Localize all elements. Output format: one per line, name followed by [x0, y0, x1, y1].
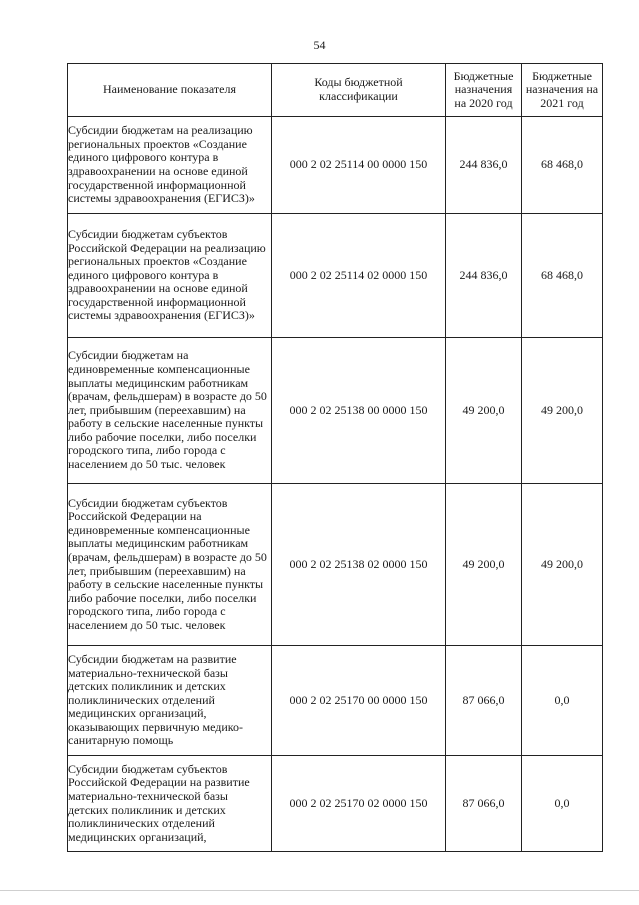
- indicator-name: Субсидии бюджетам на единовременные компенсационные выплаты медицинским работникам (врачам, фельдшерам) в возрасте до 50 лет, прибывшим (переехавшим) на работу в сельские населенные пункты либо рабочие поселки, либо поселки городского типа, либо города с населением до 50 тыс. человек: [68, 338, 272, 484]
- budget-code: 000 2 02 25114 02 0000 150: [272, 214, 446, 338]
- amount-2020: 87 066,0: [446, 646, 522, 756]
- amount-2020: 244 836,0: [446, 214, 522, 338]
- table-row: [68, 646, 603, 756]
- amount-2021: 49 200,0: [522, 484, 603, 646]
- budget-code: 000 2 02 25138 02 0000 150: [272, 484, 446, 646]
- header-name: Наименование показателя: [68, 64, 272, 117]
- amount-2020: 244 836,0: [446, 117, 522, 214]
- header-2021: Бюджетные назначения на 2021 год: [522, 64, 603, 117]
- page-bottom-edge: [0, 890, 639, 891]
- indicator-name: Субсидии бюджетам субъектов Российской Федерации на единовременные компенсационные выплаты медицинским работникам (врачам, фельдшерам) в возрасте до 50 лет, прибывшим (переехавшим) на работу в сельские населенные пункты либо рабочие поселки, либо поселки городского типа, либо города с населением до 50 тыс. человек: [68, 484, 272, 646]
- amount-2020: 87 066,0: [446, 756, 522, 852]
- indicator-name: Субсидии бюджетам субъектов Российской Федерации на реализацию региональных проектов «Создание единого цифрового контура в здравоохранении на основе единой государственной информационной системы здравоохранения (ЕГИСЗ)»: [68, 214, 272, 338]
- indicator-name: Субсидии бюджетам субъектов Российской Федерации на развитие материально-технической базы детских поликлиник и детских поликлинических отделений медицинских организаций,: [68, 756, 272, 852]
- header-code: Коды бюджетной классификации: [272, 64, 446, 117]
- amount-2021: 0,0: [522, 646, 603, 756]
- page-number: 54: [313, 38, 326, 52]
- table-row: [68, 756, 603, 852]
- table-row: [68, 484, 603, 646]
- table-row: [68, 117, 603, 214]
- header-2020: Бюджетные назначения на 2020 год: [446, 64, 522, 117]
- budget-table: [67, 63, 603, 852]
- amount-2021: 68 468,0: [522, 117, 603, 214]
- table-header-row: [68, 64, 603, 117]
- amount-2020: 49 200,0: [446, 484, 522, 646]
- amount-2021: 49 200,0: [522, 338, 603, 484]
- budget-code: 000 2 02 25138 00 0000 150: [272, 338, 446, 484]
- budget-code: 000 2 02 25170 00 0000 150: [272, 646, 446, 756]
- amount-2021: 0,0: [522, 756, 603, 852]
- amount-2021: 68 468,0: [522, 214, 603, 338]
- indicator-name: Субсидии бюджетам на реализацию региональных проектов «Создание единого цифрового контура в здравоохранении на основе единой государственной информационной системы здравоохранения (ЕГИСЗ)»: [68, 117, 272, 214]
- budget-code: 000 2 02 25114 00 0000 150: [272, 117, 446, 214]
- amount-2020: 49 200,0: [446, 338, 522, 484]
- budget-code: 000 2 02 25170 02 0000 150: [272, 756, 446, 852]
- indicator-name: Субсидии бюджетам на развитие материально-технической базы детских поликлиник и детских поликлинических отделений медицинских организаций, оказывающих первичную медико-санитарную помощь: [68, 646, 272, 756]
- table-row: [68, 338, 603, 484]
- table-row: [68, 214, 603, 338]
